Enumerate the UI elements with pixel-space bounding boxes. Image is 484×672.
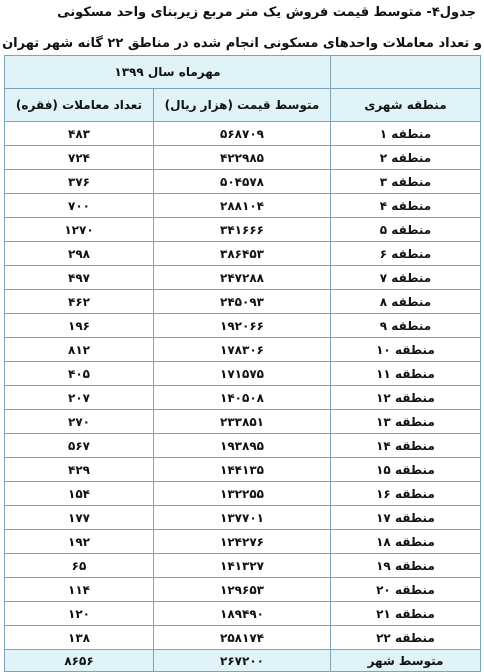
table-row bbox=[5, 314, 481, 338]
table-row bbox=[5, 290, 481, 314]
region-cell: منطقه ۳ bbox=[331, 170, 481, 194]
table-row bbox=[5, 170, 481, 194]
table-row bbox=[5, 146, 481, 170]
price-cell: ۱۹۲۰۶۶ bbox=[154, 314, 331, 338]
count-cell: ۴۹۷ bbox=[5, 266, 154, 290]
price-cell: ۱۳۲۲۵۵ bbox=[154, 482, 331, 506]
region-cell: منطقه ۷ bbox=[331, 266, 481, 290]
price-cell: ۱۸۹۴۹۰ bbox=[154, 602, 331, 626]
region-cell: منطقه ۴ bbox=[331, 194, 481, 218]
price-cell: ۳۴۱۶۶۶ bbox=[154, 218, 331, 242]
table-row bbox=[5, 458, 481, 482]
table-row bbox=[5, 434, 481, 458]
price-cell: ۲۴۵۰۹۳ bbox=[154, 290, 331, 314]
count-cell: ۸۱۲ bbox=[5, 338, 154, 362]
price-cell: ۱۴۰۵۰۸ bbox=[154, 386, 331, 410]
table-row bbox=[5, 194, 481, 218]
region-cell: منطقه ۵ bbox=[331, 218, 481, 242]
table-row bbox=[5, 482, 481, 506]
table-row bbox=[5, 554, 481, 578]
count-cell: ۷۰۰ bbox=[5, 194, 154, 218]
count-cell: ۲۷۰ bbox=[5, 410, 154, 434]
column-header-row bbox=[5, 89, 481, 122]
average-row bbox=[5, 650, 481, 672]
region-cell: منطقه ۸ bbox=[331, 290, 481, 314]
count-cell: ۱۹۲ bbox=[5, 530, 154, 554]
period-header-row bbox=[5, 56, 481, 89]
price-cell: ۲۴۷۲۸۸ bbox=[154, 266, 331, 290]
table-row bbox=[5, 410, 481, 434]
period-header: مهرماه سال ۱۳۹۹ bbox=[5, 56, 331, 89]
count-cell: ۱۹۶ bbox=[5, 314, 154, 338]
count-cell: ۱۲۷۰ bbox=[5, 218, 154, 242]
region-cell: منطقه ۱۲ bbox=[331, 386, 481, 410]
table-row bbox=[5, 506, 481, 530]
count-cell: ۵۶۷ bbox=[5, 434, 154, 458]
price-cell: ۱۷۸۳۰۶ bbox=[154, 338, 331, 362]
price-cell: ۵۶۸۷۰۹ bbox=[154, 122, 331, 146]
price-cell: ۱۳۷۷۰۱ bbox=[154, 506, 331, 530]
empty-header-cell bbox=[331, 56, 481, 89]
price-cell: ۳۸۶۴۵۳ bbox=[154, 242, 331, 266]
price-column-header: متوسط قیمت (هزار ریال) bbox=[154, 89, 331, 122]
region-cell: منطقه ۹ bbox=[331, 314, 481, 338]
region-cell: منطقه ۱۹ bbox=[331, 554, 481, 578]
table-row bbox=[5, 362, 481, 386]
count-cell: ۲۹۸ bbox=[5, 242, 154, 266]
region-cell: منطقه ۱۵ bbox=[331, 458, 481, 482]
region-cell: منطقه ۲ bbox=[331, 146, 481, 170]
count-cell: ۱۵۴ bbox=[5, 482, 154, 506]
count-column-header: تعداد معاملات (فقره) bbox=[5, 89, 154, 122]
table-row bbox=[5, 386, 481, 410]
region-cell: منطقه ۱۸ bbox=[331, 530, 481, 554]
region-cell: منطقه ۲۱ bbox=[331, 602, 481, 626]
table-row bbox=[5, 602, 481, 626]
count-cell: ۴۲۹ bbox=[5, 458, 154, 482]
region-cell: منطقه ۱ bbox=[331, 122, 481, 146]
price-cell: ۴۲۲۹۸۵ bbox=[154, 146, 331, 170]
price-cell: ۵۰۴۵۷۸ bbox=[154, 170, 331, 194]
average-region-label: متوسط شهر bbox=[331, 650, 481, 672]
count-cell: ۷۲۴ bbox=[5, 146, 154, 170]
table-row bbox=[5, 122, 481, 146]
price-cell: ۲۸۸۱۰۴ bbox=[154, 194, 331, 218]
count-cell: ۴۶۲ bbox=[5, 290, 154, 314]
region-cell: منطقه ۲۲ bbox=[331, 626, 481, 650]
count-cell: ۴۸۳ bbox=[5, 122, 154, 146]
count-cell: ۱۷۷ bbox=[5, 506, 154, 530]
average-price: ۲۶۷۲۰۰ bbox=[154, 650, 331, 672]
table-subtitle: و تعداد معاملات واحدهای مسکونی انجام شده در مناطق ۲۲ گانه شهر تهران bbox=[2, 36, 482, 51]
region-cell: منطقه ۱۳ bbox=[331, 410, 481, 434]
price-cell: ۲۵۸۱۷۴ bbox=[154, 626, 331, 650]
count-cell: ۳۷۶ bbox=[5, 170, 154, 194]
count-cell: ۲۰۷ bbox=[5, 386, 154, 410]
region-cell: منطقه ۶ bbox=[331, 242, 481, 266]
table-row bbox=[5, 626, 481, 650]
count-cell: ۴۰۵ bbox=[5, 362, 154, 386]
price-cell: ۱۲۹۶۵۳ bbox=[154, 578, 331, 602]
region-cell: منطقه ۲۰ bbox=[331, 578, 481, 602]
price-cell: ۱۲۴۲۷۶ bbox=[154, 530, 331, 554]
price-cell: ۱۹۳۸۹۵ bbox=[154, 434, 331, 458]
count-cell: ۱۲۰ bbox=[5, 602, 154, 626]
transactions-table bbox=[4, 55, 481, 672]
region-cell: منطقه ۱۰ bbox=[331, 338, 481, 362]
region-column-header: منطقه شهری bbox=[331, 89, 481, 122]
price-cell: ۱۷۱۵۷۵ bbox=[154, 362, 331, 386]
table-row bbox=[5, 266, 481, 290]
price-cell: ۱۴۱۳۲۷ bbox=[154, 554, 331, 578]
table-row bbox=[5, 218, 481, 242]
count-cell: ۶۵ bbox=[5, 554, 154, 578]
region-cell: منطقه ۱۱ bbox=[331, 362, 481, 386]
price-cell: ۱۴۴۱۳۵ bbox=[154, 458, 331, 482]
total-count: ۸۶۵۶ bbox=[5, 650, 154, 672]
table-row bbox=[5, 338, 481, 362]
price-cell: ۲۳۳۸۵۱ bbox=[154, 410, 331, 434]
table-row bbox=[5, 530, 481, 554]
count-cell: ۱۱۴ bbox=[5, 578, 154, 602]
table-row bbox=[5, 242, 481, 266]
count-cell: ۱۳۸ bbox=[5, 626, 154, 650]
region-cell: منطقه ۱۷ bbox=[331, 506, 481, 530]
region-cell: منطقه ۱۶ bbox=[331, 482, 481, 506]
region-cell: منطقه ۱۴ bbox=[331, 434, 481, 458]
table-title: جدول۴- متوسط قیمت فروش یک متر مربع زیربنای واحد مسکونی bbox=[57, 5, 476, 20]
table-row bbox=[5, 578, 481, 602]
